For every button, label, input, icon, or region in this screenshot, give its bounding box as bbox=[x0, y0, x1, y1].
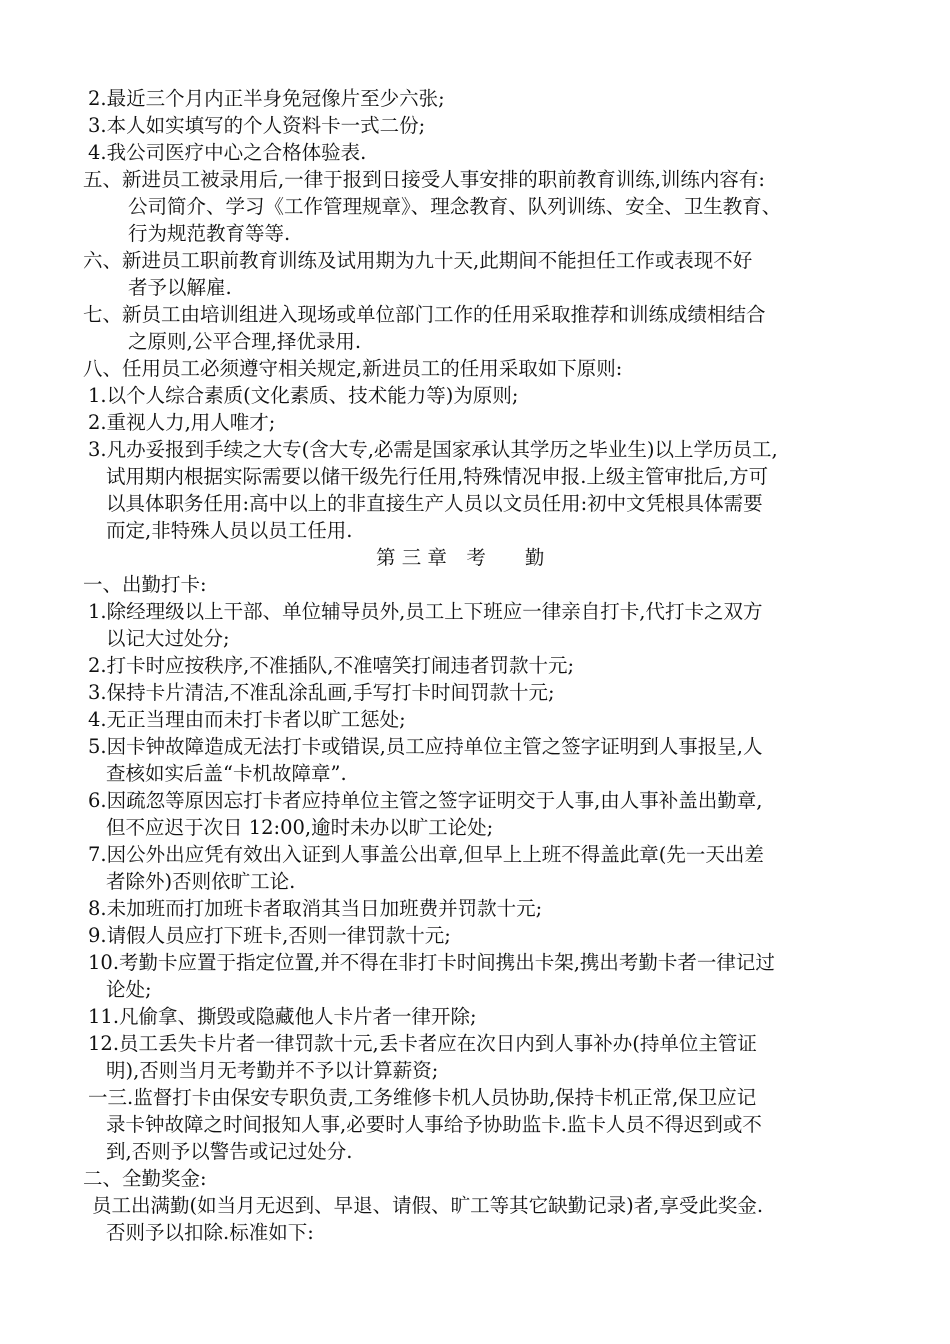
section-heading: 一、出勤打卡: bbox=[83, 573, 207, 596]
list-item: 2.最近三个月内正半身免冠像片至少六张; bbox=[88, 87, 445, 110]
list-item: 3.本人如实填写的个人资料卡一式二份; bbox=[88, 114, 426, 137]
paragraph-line: 到,否则予以警告或记过处分. bbox=[106, 1140, 353, 1163]
chapter-title: 第 三 章 考 勤 bbox=[376, 546, 545, 569]
list-item: 3.保持卡片清洁,不准乱涂乱画,手写打卡时间罚款十元; bbox=[88, 681, 555, 704]
section-heading: 五、新进员工被录用后,一律于报到日接受人事安排的职前教育训练,训练内容有: bbox=[83, 168, 765, 191]
section-heading: 六、新进员工职前教育训练及试用期为九十天,此期间不能担任工作或表现不好 bbox=[83, 249, 753, 272]
paragraph-line: 员工出满勤(如当月无迟到、早退、请假、旷工等其它缺勤记录)者,享受此奖金. bbox=[92, 1194, 764, 1217]
paragraph-line: 论处; bbox=[106, 978, 152, 1001]
list-item: 8.未加班而打加班卡者取消其当日加班费并罚款十元; bbox=[88, 897, 543, 920]
section-heading: 二、全勤奖金: bbox=[83, 1167, 207, 1190]
paragraph-line: 而定,非特殊人员以员工任用. bbox=[106, 519, 353, 542]
list-item: 2.打卡时应按秩序,不准插队,不准嘻笑打闹违者罚款十元; bbox=[88, 654, 575, 677]
list-item: 1.以个人综合素质(文化素质、技术能力等)为原则; bbox=[88, 384, 519, 407]
list-item: 4.我公司医疗中心之合格体验表. bbox=[88, 141, 367, 164]
list-item: 11.凡偷拿、撕毁或隐藏他人卡片者一律开除; bbox=[88, 1005, 477, 1028]
list-item: 9.请假人员应打下班卡,否则一律罚款十元; bbox=[88, 924, 451, 947]
paragraph-line: 试用期内根据实际需要以储干级先行任用,特殊情况申报.上级主管审批后,方可 bbox=[106, 465, 769, 488]
paragraph-line: 公司简介、学习《工作管理规章》、理念教育、队列训练、安全、卫生教育、 bbox=[128, 195, 782, 218]
paragraph-line: 者予以解雇. bbox=[128, 276, 232, 299]
list-item: 一三.监督打卡由保安专职负责,工务维修卡机人员协助,保持卡机正常,保卫应记 bbox=[88, 1086, 757, 1109]
paragraph-line: 但不应迟于次日 12:00,逾时未办以旷工论处; bbox=[106, 816, 494, 839]
paragraph-line: 以记大过处分; bbox=[106, 627, 230, 650]
list-item: 10.考勤卡应置于指定位置,并不得在非打卡时间携出卡架,携出考勤卡者一律记过 bbox=[88, 951, 775, 974]
list-item: 12.员工丢失卡片者一律罚款十元,丢卡者应在次日内到人事补办(持单位主管证 bbox=[88, 1032, 757, 1055]
list-item: 6.因疏忽等原因忘打卡者应持单位主管之签字证明交于人事,由人事补盖出勤章, bbox=[88, 789, 763, 812]
list-item: 3.凡办妥报到手续之大专(含大专,必需是国家承认其学历之毕业生)以上学历员工, bbox=[88, 438, 778, 461]
paragraph-line: 明),否则当月无考勤并不予以计算薪资; bbox=[106, 1059, 439, 1082]
list-item: 4.无正当理由而未打卡者以旷工惩处; bbox=[88, 708, 406, 731]
section-heading: 七、新员工由培训组进入现场或单位部门工作的任用采取推荐和训练成绩相结合 bbox=[83, 303, 766, 326]
paragraph-line: 查核如实后盖“卡机故障章”. bbox=[106, 762, 347, 785]
paragraph-line: 之原则,公平合理,择优录用. bbox=[128, 330, 362, 353]
paragraph-line: 否则予以扣除.标准如下: bbox=[106, 1221, 314, 1244]
list-item: 1.除经理级以上干部、单位辅导员外,员工上下班应一律亲自打卡,代打卡之双方 bbox=[88, 600, 763, 623]
paragraph-line: 者除外)否则依旷工论. bbox=[106, 870, 296, 893]
list-item: 7.因公外出应凭有效出入证到人事盖公出章,但早上上班不得盖此章(先一天出差 bbox=[88, 843, 764, 866]
list-item: 5.因卡钟故障造成无法打卡或错误,员工应持单位主管之签字证明到人事报呈,人 bbox=[88, 735, 763, 758]
section-heading: 八、任用员工必须遵守相关规定,新进员工的任用采取如下原则: bbox=[83, 357, 623, 380]
paragraph-line: 以具体职务任用:高中以上的非直接生产人员以文员任用:初中文凭根具体需要 bbox=[106, 492, 763, 515]
list-item: 2.重视人力,用人唯才; bbox=[88, 411, 276, 434]
paragraph-line: 行为规范教育等等. bbox=[128, 222, 291, 245]
paragraph-line: 录卡钟故障之时间报知人事,必要时人事给予协助监卡.监卡人员不得迟到或不 bbox=[106, 1113, 762, 1136]
